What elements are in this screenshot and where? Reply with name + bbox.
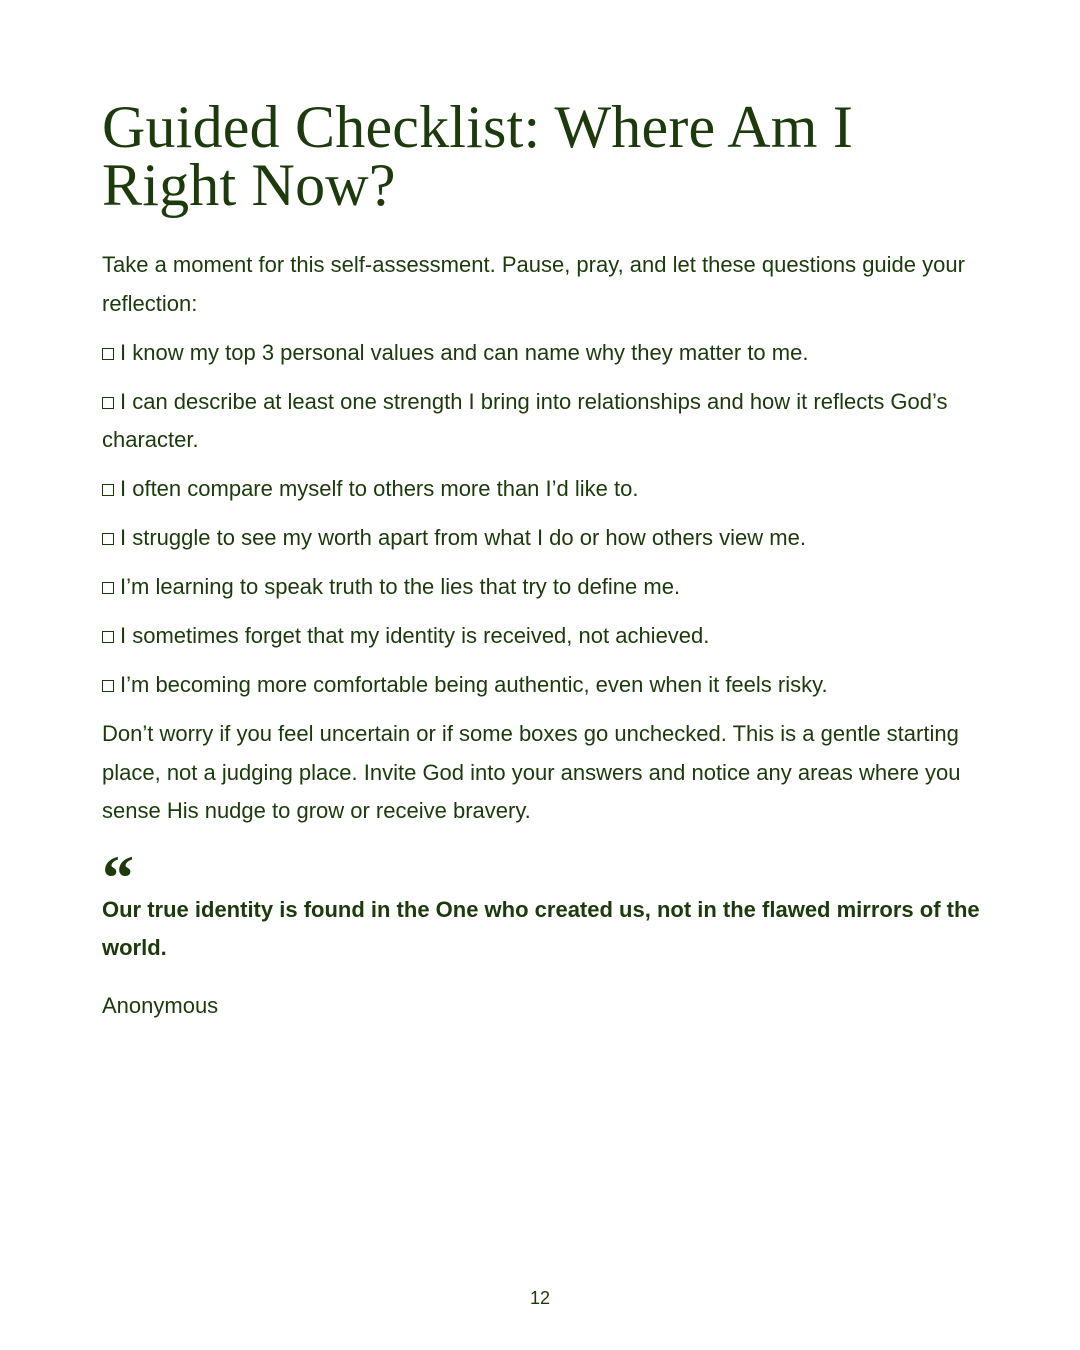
checklist-item-text: I can describe at least one strength I bring into relationships and how it reflects God’s character. — [102, 388, 948, 452]
checklist-item — [102, 383, 980, 460]
checklist-item — [102, 617, 980, 656]
checklist-item-text: I know my top 3 personal values and can name why they matter to me. — [120, 339, 809, 365]
checklist-item — [102, 519, 980, 558]
checkbox-icon — [102, 397, 114, 409]
closing-paragraph: Don’t worry if you feel uncertain or if some boxes go unchecked. This is a gentle starting place, not a judging place. Invite God into your answers and notice any areas where you sense His nudge to grow or receive bravery. — [102, 721, 961, 823]
checklist-item-text: I struggle to see my worth apart from what I do or how others view me. — [120, 525, 806, 550]
checklist-item — [102, 470, 980, 509]
checklist-item — [102, 666, 980, 705]
checkbox-icon — [102, 631, 114, 643]
intro-paragraph: Take a moment for this self-assessment. Pause, pray, and let these questions guide your reflection: — [102, 252, 965, 316]
page-title: Guided Checklist: Where Am I Right Now? — [102, 94, 854, 218]
checkbox-icon — [102, 680, 114, 692]
document-page — [102, 0, 980, 1025]
checkbox-icon — [102, 582, 114, 594]
checklist-item-text: I’m becoming more comfortable being authentic, even when it feels risky. — [120, 672, 828, 697]
checklist-item-text: I often compare myself to others more than I’d like to. — [120, 476, 639, 501]
quote-author: Anonymous — [102, 992, 219, 1018]
checklist-item — [102, 568, 980, 607]
checkbox-icon — [102, 533, 114, 545]
checklist-item-text: I’m learning to speak truth to the lies that try to define me. — [120, 574, 681, 599]
checklist — [102, 334, 980, 705]
checkbox-icon — [102, 484, 114, 496]
checklist-item-text: I sometimes forget that my identity is received, not achieved. — [120, 623, 710, 648]
checkbox-icon — [102, 348, 114, 360]
quote-mark-icon: “ — [102, 841, 134, 913]
page-number: 12 — [529, 1288, 551, 1308]
quote-text: Our true identity is found in the One who created us, not in the flawed mirrors of the world. — [102, 896, 980, 960]
checklist-item — [102, 334, 980, 373]
